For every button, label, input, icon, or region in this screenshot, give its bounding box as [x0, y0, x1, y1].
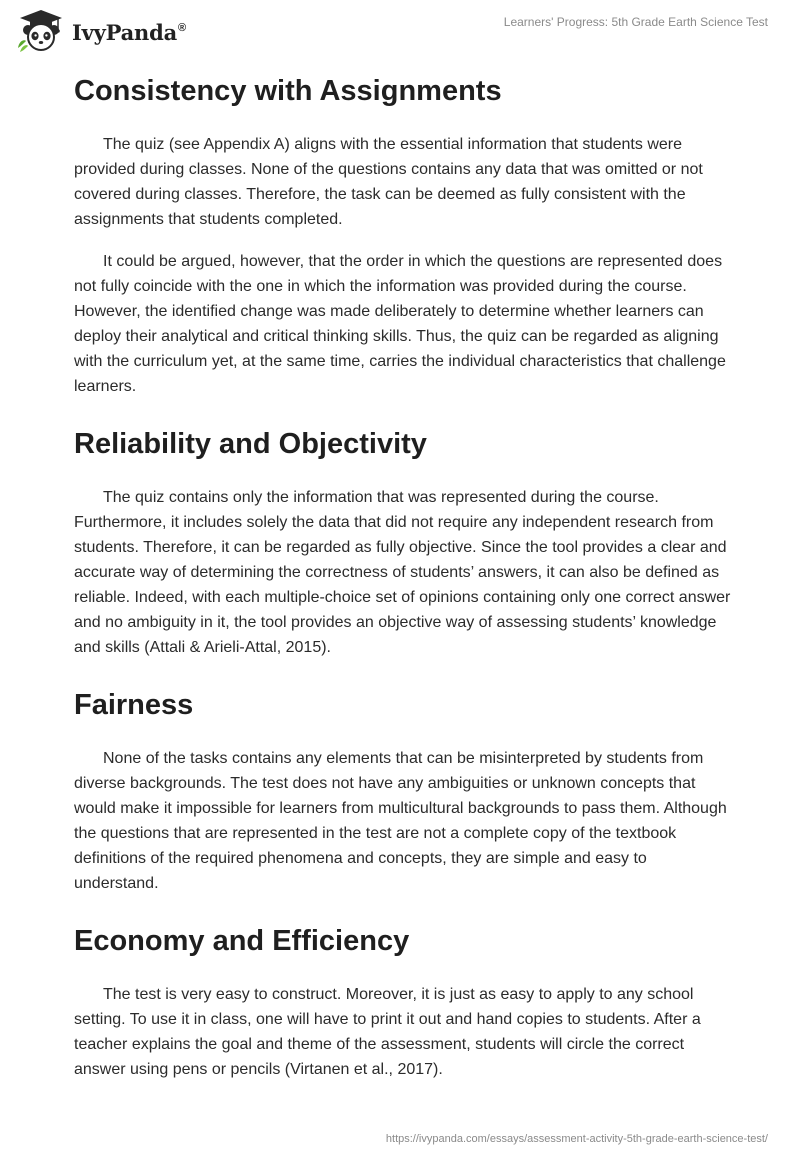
- article-body: [74, 70, 734, 1082]
- paragraph: The quiz (see Appendix A) aligns with the essential information that students were provided during classes. None of the questions contains any data that was omitted or not covered during classes. Therefore, the task can be deemed as fully consistent with the assignments that students completed.: [74, 136, 703, 228]
- page-header: [0, 0, 800, 60]
- section-reliability: [74, 423, 734, 660]
- document-title: Learners' Progress: 5th Grade Earth Science Test: [503, 15, 768, 29]
- section-heading: Fairness: [74, 689, 194, 721]
- section-economy: [74, 920, 734, 1082]
- section-consistency: [74, 70, 734, 399]
- source-url-link[interactable]: https://ivypanda.com/essays/assessment-activity-5th-grade-earth-science-test/: [385, 1133, 768, 1145]
- brand-name: IvyPanda®: [72, 19, 186, 45]
- paragraph: None of the tasks contains any elements that can be misinterpreted by students from diverse backgrounds. The test does not have any ambiguities or unknown concepts that would make it impossible for learners from multicultural backgrounds to pass them. Although the questions that are represented in the test are not a complete copy of the textbook definitions of the required phenomena and concepts, they are simple and easy to understand.: [74, 750, 727, 892]
- paragraph: The test is very easy to construct. Moreover, it is just as easy to apply to any school setting. To use it in class, one will have to print it out and hand copies to students. After a teacher explains the goal and theme of the assessment, students will circle the correct answer using pens or pencils (Virtanen et al., 2017).: [74, 986, 701, 1078]
- section-fairness: [74, 684, 734, 896]
- section-heading: Reliability and Objectivity: [74, 428, 427, 460]
- section-heading: Economy and Efficiency: [74, 925, 410, 957]
- paragraph: The quiz contains only the information that was represented during the course. Furthermore, it includes solely the data that did not require any independent research from students. Therefore, it can be regarded as fully objective. Since the tool provides a clear and accurate way of determining the correctness of students’ answers, it can also be defined as reliable. Indeed, with each multiple-choice set of opinions containing only one correct answer and no ambiguity in it, the tool provides an objective way of assessing students’ knowledge and skills (Attali & Arieli-Attal, 2015).: [74, 489, 731, 656]
- paragraph: It could be argued, however, that the order in which the questions are represented does not fully coincide with the one in which the information was provided during the course. However, the identified change was made deliberately to determine whether learners can deploy their analytical and critical thinking skills. Thus, the quiz can be regarded as aligning with the curriculum yet, at the same time, carries the individual characteristics that challenge learners.: [74, 253, 726, 395]
- section-heading: Consistency with Assignments: [74, 75, 502, 107]
- panda-logo-icon: [14, 8, 68, 52]
- brand-logo[interactable]: [14, 8, 186, 52]
